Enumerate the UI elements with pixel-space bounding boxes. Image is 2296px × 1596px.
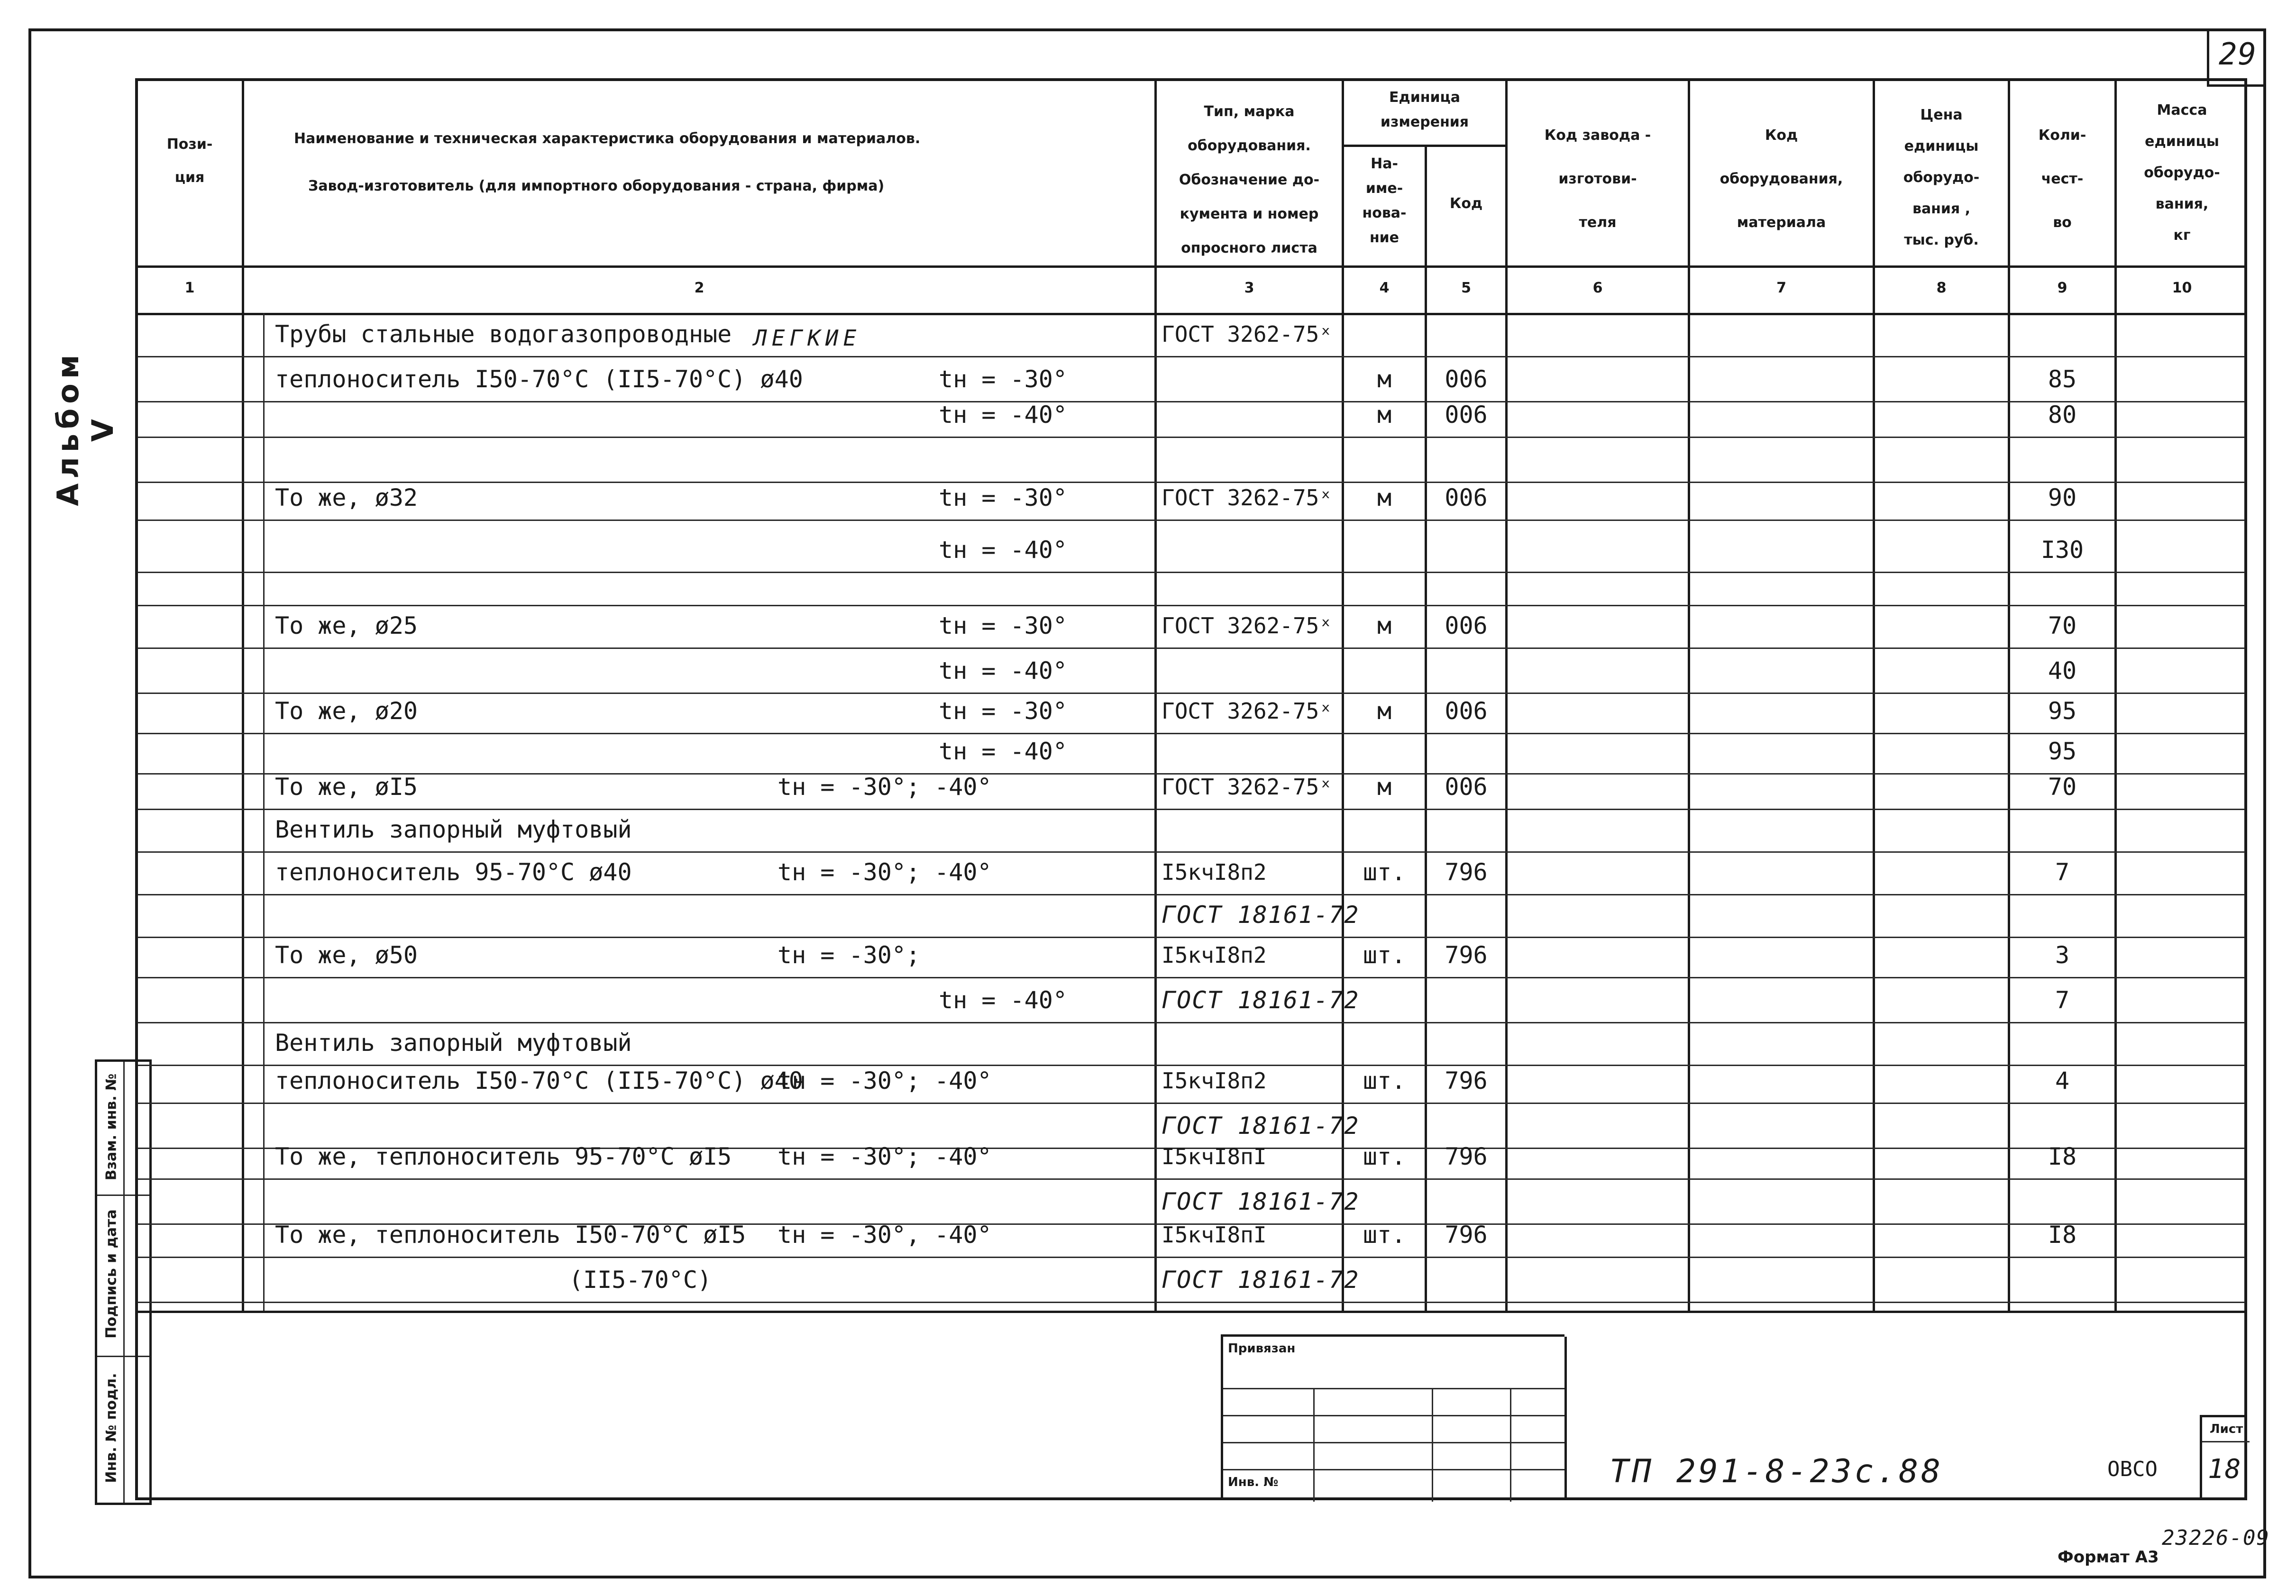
row-unit-code: 796: [1445, 1221, 1488, 1249]
row-quantity: 4: [2055, 1067, 2070, 1094]
colnum-7: 7: [1776, 280, 1786, 296]
row-document: ГОСТ 18161-72: [1162, 1188, 1360, 1215]
header-equip-code: Код оборудования, материала: [1720, 127, 1843, 231]
row-temperature: tн = -40°: [939, 657, 1067, 684]
colnum-8: 8: [1936, 280, 1947, 296]
row-name: Вентиль запорный муфтовый: [275, 816, 632, 843]
row-divider: [137, 733, 2245, 734]
header-name-line2: Завод-изготовитель (для импортного оборудования - страна, фирма): [308, 178, 885, 194]
row-temperature: tн = -40°: [939, 536, 1067, 564]
colnum-6: 6: [1592, 280, 1603, 296]
row-unit: м: [1377, 612, 1392, 639]
row-document: ГОСТ 3262-75ˣ: [1162, 613, 1333, 638]
row-divider: [137, 1022, 2245, 1023]
row-divider: [137, 1065, 2245, 1066]
left-inner-line: [263, 313, 265, 1311]
row-name: (II5-70°C): [569, 1266, 712, 1294]
colnum-9: 9: [2057, 280, 2067, 296]
unit-sub-line: [1342, 145, 1505, 147]
row-quantity: 40: [2048, 657, 2077, 684]
row-document: ГОСТ 18161-72: [1162, 986, 1360, 1014]
row-quantity: I8: [2048, 1221, 2077, 1249]
section-code: ОВСО: [2107, 1457, 2158, 1481]
row-divider: [137, 937, 2245, 938]
col-line-6: [1688, 78, 1690, 1311]
row-temperature: tн = -30°: [939, 365, 1067, 393]
row-unit-code: 796: [1445, 858, 1488, 886]
approval-box: [1221, 1334, 1564, 1500]
row-temperature: tн = -30°: [939, 612, 1067, 639]
header-position: Пози- ция: [166, 136, 213, 186]
row-name: То же, теплоноситель I50-70°C øI5: [275, 1221, 746, 1249]
approved-label: Привязан: [1228, 1341, 1296, 1356]
header-unit-name: На- име- нова- ние: [1362, 155, 1407, 246]
row-name: Вентиль запорный муфтовый: [275, 1029, 632, 1057]
sheet-number: 18: [2208, 1454, 2242, 1485]
row-divider: [137, 520, 2245, 521]
row-unit: шт.: [1363, 1221, 1406, 1249]
side-stamp-inv: Инв. № подл.: [103, 1373, 120, 1483]
row-name: То же, øI5: [275, 773, 418, 801]
row-quantity: 3: [2055, 941, 2070, 969]
row-temperature: tн = -30°: [939, 697, 1067, 725]
row-quantity: 90: [2048, 484, 2077, 511]
row-unit: шт.: [1363, 858, 1406, 886]
row-unit: шт.: [1363, 1067, 1406, 1094]
row-name: То же, ø50: [275, 941, 418, 969]
row-quantity: 80: [2048, 401, 2077, 429]
row-document: I5кчI8пI: [1162, 1222, 1267, 1248]
row-divider: [137, 1103, 2245, 1104]
row-name: То же, теплоноситель 95-70°C øI5: [275, 1143, 732, 1170]
row-divider: [137, 809, 2245, 810]
row-divider: [137, 605, 2245, 606]
colnum-3: 3: [1244, 280, 1254, 296]
sheet-corner-number: 29: [2219, 37, 2258, 72]
row-unit-code: 006: [1445, 697, 1488, 725]
header-factory-code: Код завода - изготови- теля: [1544, 127, 1651, 231]
colnum-10: 10: [2172, 280, 2192, 296]
row-divider: [137, 437, 2245, 438]
row-quantity: 70: [2048, 773, 2077, 801]
row-document: ГОСТ 3262-75ˣ: [1162, 485, 1333, 511]
row-quantity: 95: [2048, 697, 2077, 725]
inv-label: Инв. №: [1228, 1475, 1279, 1489]
row-quantity: I8: [2048, 1143, 2077, 1170]
row-document: ГОСТ 3262-75ˣ: [1162, 698, 1333, 724]
row-quantity: 95: [2048, 738, 2077, 765]
sheet-box: [2200, 1415, 2247, 1500]
row-temperature: tн = -30°; -40°: [778, 1067, 992, 1094]
row-document: ГОСТ 18161-72: [1162, 901, 1360, 929]
colnum-4: 4: [1379, 280, 1390, 296]
header-qty: Коли- чест- во: [2038, 127, 2086, 231]
sheet-label: Лист: [2210, 1422, 2243, 1436]
row-temperature: tн = -30°: [939, 484, 1067, 511]
header-name-line1: Наименование и техническая характеристика оборудования и материалов.: [294, 130, 921, 147]
row-temperature: tн = -40°: [939, 986, 1067, 1014]
side-stamp-signature: Подпись и дата: [103, 1209, 120, 1339]
row-name: теплоноситель I50-70°C (II5-70°C) ø40: [275, 365, 803, 393]
row-document: ГОСТ 18161-72: [1162, 1266, 1360, 1294]
row-document: I5кчI8пI: [1162, 1144, 1267, 1169]
row-document: ГОСТ 3262-75ˣ: [1162, 774, 1333, 800]
bottom-code: 23226-09: [2162, 1526, 2270, 1550]
row-unit-code: 796: [1445, 941, 1488, 969]
row-divider: [137, 356, 2245, 357]
row-quantity: I30: [2040, 536, 2084, 564]
col-line-8: [2008, 78, 2010, 1311]
row-unit: м: [1377, 401, 1392, 429]
row-name: Трубы стальные водогазопроводные: [275, 320, 732, 348]
row-temperature: tн = -30°; -40°: [778, 773, 992, 801]
row-unit: м: [1377, 484, 1392, 511]
row-divider: [137, 894, 2245, 895]
corner-box-divider: [2207, 28, 2209, 85]
col-line-5: [1505, 78, 1508, 1311]
colnum-1: 1: [184, 280, 195, 296]
row-document: I5кчI8п2: [1162, 1068, 1267, 1094]
row-unit: м: [1377, 365, 1392, 393]
row-divider: [137, 401, 2245, 402]
col-line-7: [1873, 78, 1875, 1311]
row-name: То же, ø32: [275, 484, 418, 511]
row-divider: [137, 851, 2245, 853]
row-temperature: tн = -30°;: [778, 941, 921, 969]
row-divider: [137, 572, 2245, 573]
body-bottom-line: [135, 1311, 2247, 1313]
doc-code: ТП 291-8-23с.88: [1610, 1453, 1944, 1490]
row-divider: [137, 1302, 2245, 1303]
row-divider: [137, 693, 2245, 694]
header-mass: Масса единицы оборудо- вания, кг: [2144, 102, 2220, 244]
col-line-9: [2114, 78, 2117, 1311]
row-quantity: 7: [2055, 986, 2070, 1014]
row-quantity: 85: [2048, 365, 2077, 393]
row-name-handwritten: ЛЕГКИЕ: [754, 325, 861, 351]
row-divider: [137, 1178, 2245, 1180]
row-name: теплоноситель I50-70°C (II5-70°C) ø40: [275, 1067, 803, 1094]
row-divider: [137, 977, 2245, 978]
row-name: теплоноситель 95-70°C ø40: [275, 858, 632, 886]
header-price: Цена единицы оборудо- вания , тыс. руб.: [1903, 107, 1980, 248]
row-unit: м: [1377, 697, 1392, 725]
row-unit-code: 006: [1445, 612, 1488, 639]
col-line-4: [1425, 145, 1427, 1311]
row-temperature: tн = -30°; -40°: [778, 1143, 992, 1170]
header-type: Тип, марка оборудования. Обозначение до- кумента и номер опросного листа: [1179, 103, 1320, 256]
header-bottom-line: [135, 265, 2247, 268]
row-unit: шт.: [1363, 1143, 1406, 1170]
row-quantity: 70: [2048, 612, 2077, 639]
side-stamp-replace: Взам. инв. №: [103, 1073, 120, 1181]
row-temperature: tн = -40°: [939, 738, 1067, 765]
row-divider: [137, 1257, 2245, 1258]
row-divider: [137, 648, 2245, 649]
row-document: I5кчI8п2: [1162, 859, 1267, 885]
row-unit-code: 006: [1445, 484, 1488, 511]
row-unit: шт.: [1363, 941, 1406, 969]
format-label: Формат А3: [2058, 1548, 2159, 1567]
header-unit-code: Код: [1449, 195, 1483, 212]
row-unit-code: 796: [1445, 1143, 1488, 1170]
header-unit: Единица измерения: [1380, 89, 1469, 130]
row-temperature: tн = -40°: [939, 401, 1067, 429]
colnum-5: 5: [1461, 280, 1471, 296]
row-name: То же, ø20: [275, 697, 418, 725]
row-unit-code: 006: [1445, 365, 1488, 393]
row-name: То же, ø25: [275, 612, 418, 639]
row-quantity: 7: [2055, 858, 2070, 886]
row-unit-code: 006: [1445, 773, 1488, 801]
row-unit: м: [1377, 773, 1392, 801]
row-unit-code: 006: [1445, 401, 1488, 429]
row-temperature: tн = -30°, -40°: [778, 1221, 992, 1249]
colnum-bottom-line: [135, 313, 2247, 315]
row-document: ГОСТ 3262-75ˣ: [1162, 321, 1333, 347]
album-label: Альбом V: [51, 350, 120, 506]
row-divider: [137, 482, 2245, 483]
row-document: I5кчI8п2: [1162, 942, 1267, 968]
row-document: ГОСТ 18161-72: [1162, 1112, 1360, 1140]
row-temperature: tн = -30°; -40°: [778, 858, 992, 886]
row-unit-code: 796: [1445, 1067, 1488, 1094]
colnum-2: 2: [694, 280, 704, 296]
col-line-1: [242, 78, 244, 1311]
